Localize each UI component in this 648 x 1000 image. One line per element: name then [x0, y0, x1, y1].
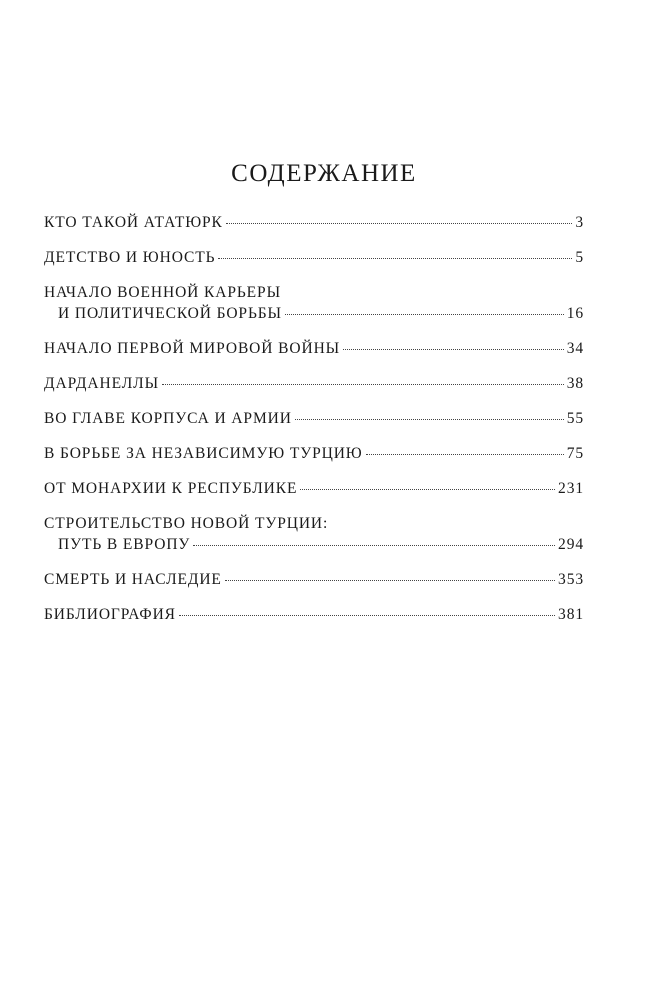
toc-entry-page: 3	[575, 214, 584, 231]
toc-entry-new-turkey	[44, 513, 584, 569]
toc-entry-page: 55	[566, 410, 584, 427]
toc-entry-page: 381	[558, 606, 584, 623]
dot-leader	[300, 489, 555, 490]
dot-leader	[285, 314, 564, 315]
toc-entry-page: 38	[566, 375, 584, 392]
toc-list	[44, 212, 584, 639]
dot-leader	[179, 615, 555, 616]
toc-entry-page: 75	[566, 445, 584, 462]
toc-title: СОДЕРЖАНИЕ	[231, 160, 417, 187]
toc-entry-page: 353	[558, 571, 584, 588]
dot-leader	[226, 223, 573, 224]
toc-entry-page: 294	[558, 536, 584, 553]
toc-entry-label-continued: И ПОЛИТИЧЕСКОЙ БОРЬБЫ	[58, 305, 282, 322]
toc-entry-label: БИБЛИОГРАФИЯ	[44, 606, 176, 623]
toc-entry-childhood	[44, 247, 584, 282]
toc-entry-label: ДАРДАНЕЛЛЫ	[44, 375, 159, 392]
dot-leader	[225, 580, 555, 581]
toc-entry-ww1-start	[44, 338, 584, 373]
toc-entry-death-legacy	[44, 569, 584, 604]
toc-entry-page: 34	[566, 340, 584, 357]
toc-entry-label: ВО ГЛАВЕ КОРПУСА И АРМИИ	[44, 410, 292, 427]
toc-entry-label-continued: ПУТЬ В ЕВРОПУ	[58, 536, 191, 553]
toc-entry-label: ОТ МОНАРХИИ К РЕСПУБЛИКЕ	[44, 480, 298, 497]
dot-leader	[295, 419, 564, 420]
toc-entry-independence	[44, 443, 584, 478]
toc-entry-bibliography	[44, 604, 584, 639]
dot-leader	[343, 349, 564, 350]
toc-entry-label: СМЕРТЬ И НАСЛЕДИЕ	[44, 571, 222, 588]
toc-entry-dardanelles	[44, 373, 584, 408]
toc-entry-label: СТРОИТЕЛЬСТВО НОВОЙ ТУРЦИИ:	[44, 515, 329, 532]
toc-entry-page: 5	[575, 249, 584, 266]
toc-entry-label: НАЧАЛО ПЕРВОЙ МИРОВОЙ ВОЙНЫ	[44, 340, 341, 357]
toc-entry-label: НАЧАЛО ВОЕННОЙ КАРЬЕРЫ	[44, 284, 281, 301]
toc-entry-military-career	[44, 282, 584, 338]
dot-leader	[366, 454, 564, 455]
dot-leader	[193, 545, 555, 546]
toc-entry-label: ДЕТСТВО И ЮНОСТЬ	[44, 249, 216, 266]
toc-entry-corps-army	[44, 408, 584, 443]
toc-entry-page: 16	[566, 305, 584, 322]
dot-leader	[218, 258, 572, 259]
dot-leader	[162, 384, 564, 385]
toc-entry-label: КТО ТАКОЙ АТАТЮРК	[44, 214, 223, 231]
toc-entry-monarchy-republic	[44, 478, 584, 513]
toc-entry-page: 231	[558, 480, 584, 497]
toc-entry-who-is-ataturk	[44, 212, 584, 247]
toc-entry-label: В БОРЬБЕ ЗА НЕЗАВИСИМУЮ ТУРЦИЮ	[44, 445, 363, 462]
